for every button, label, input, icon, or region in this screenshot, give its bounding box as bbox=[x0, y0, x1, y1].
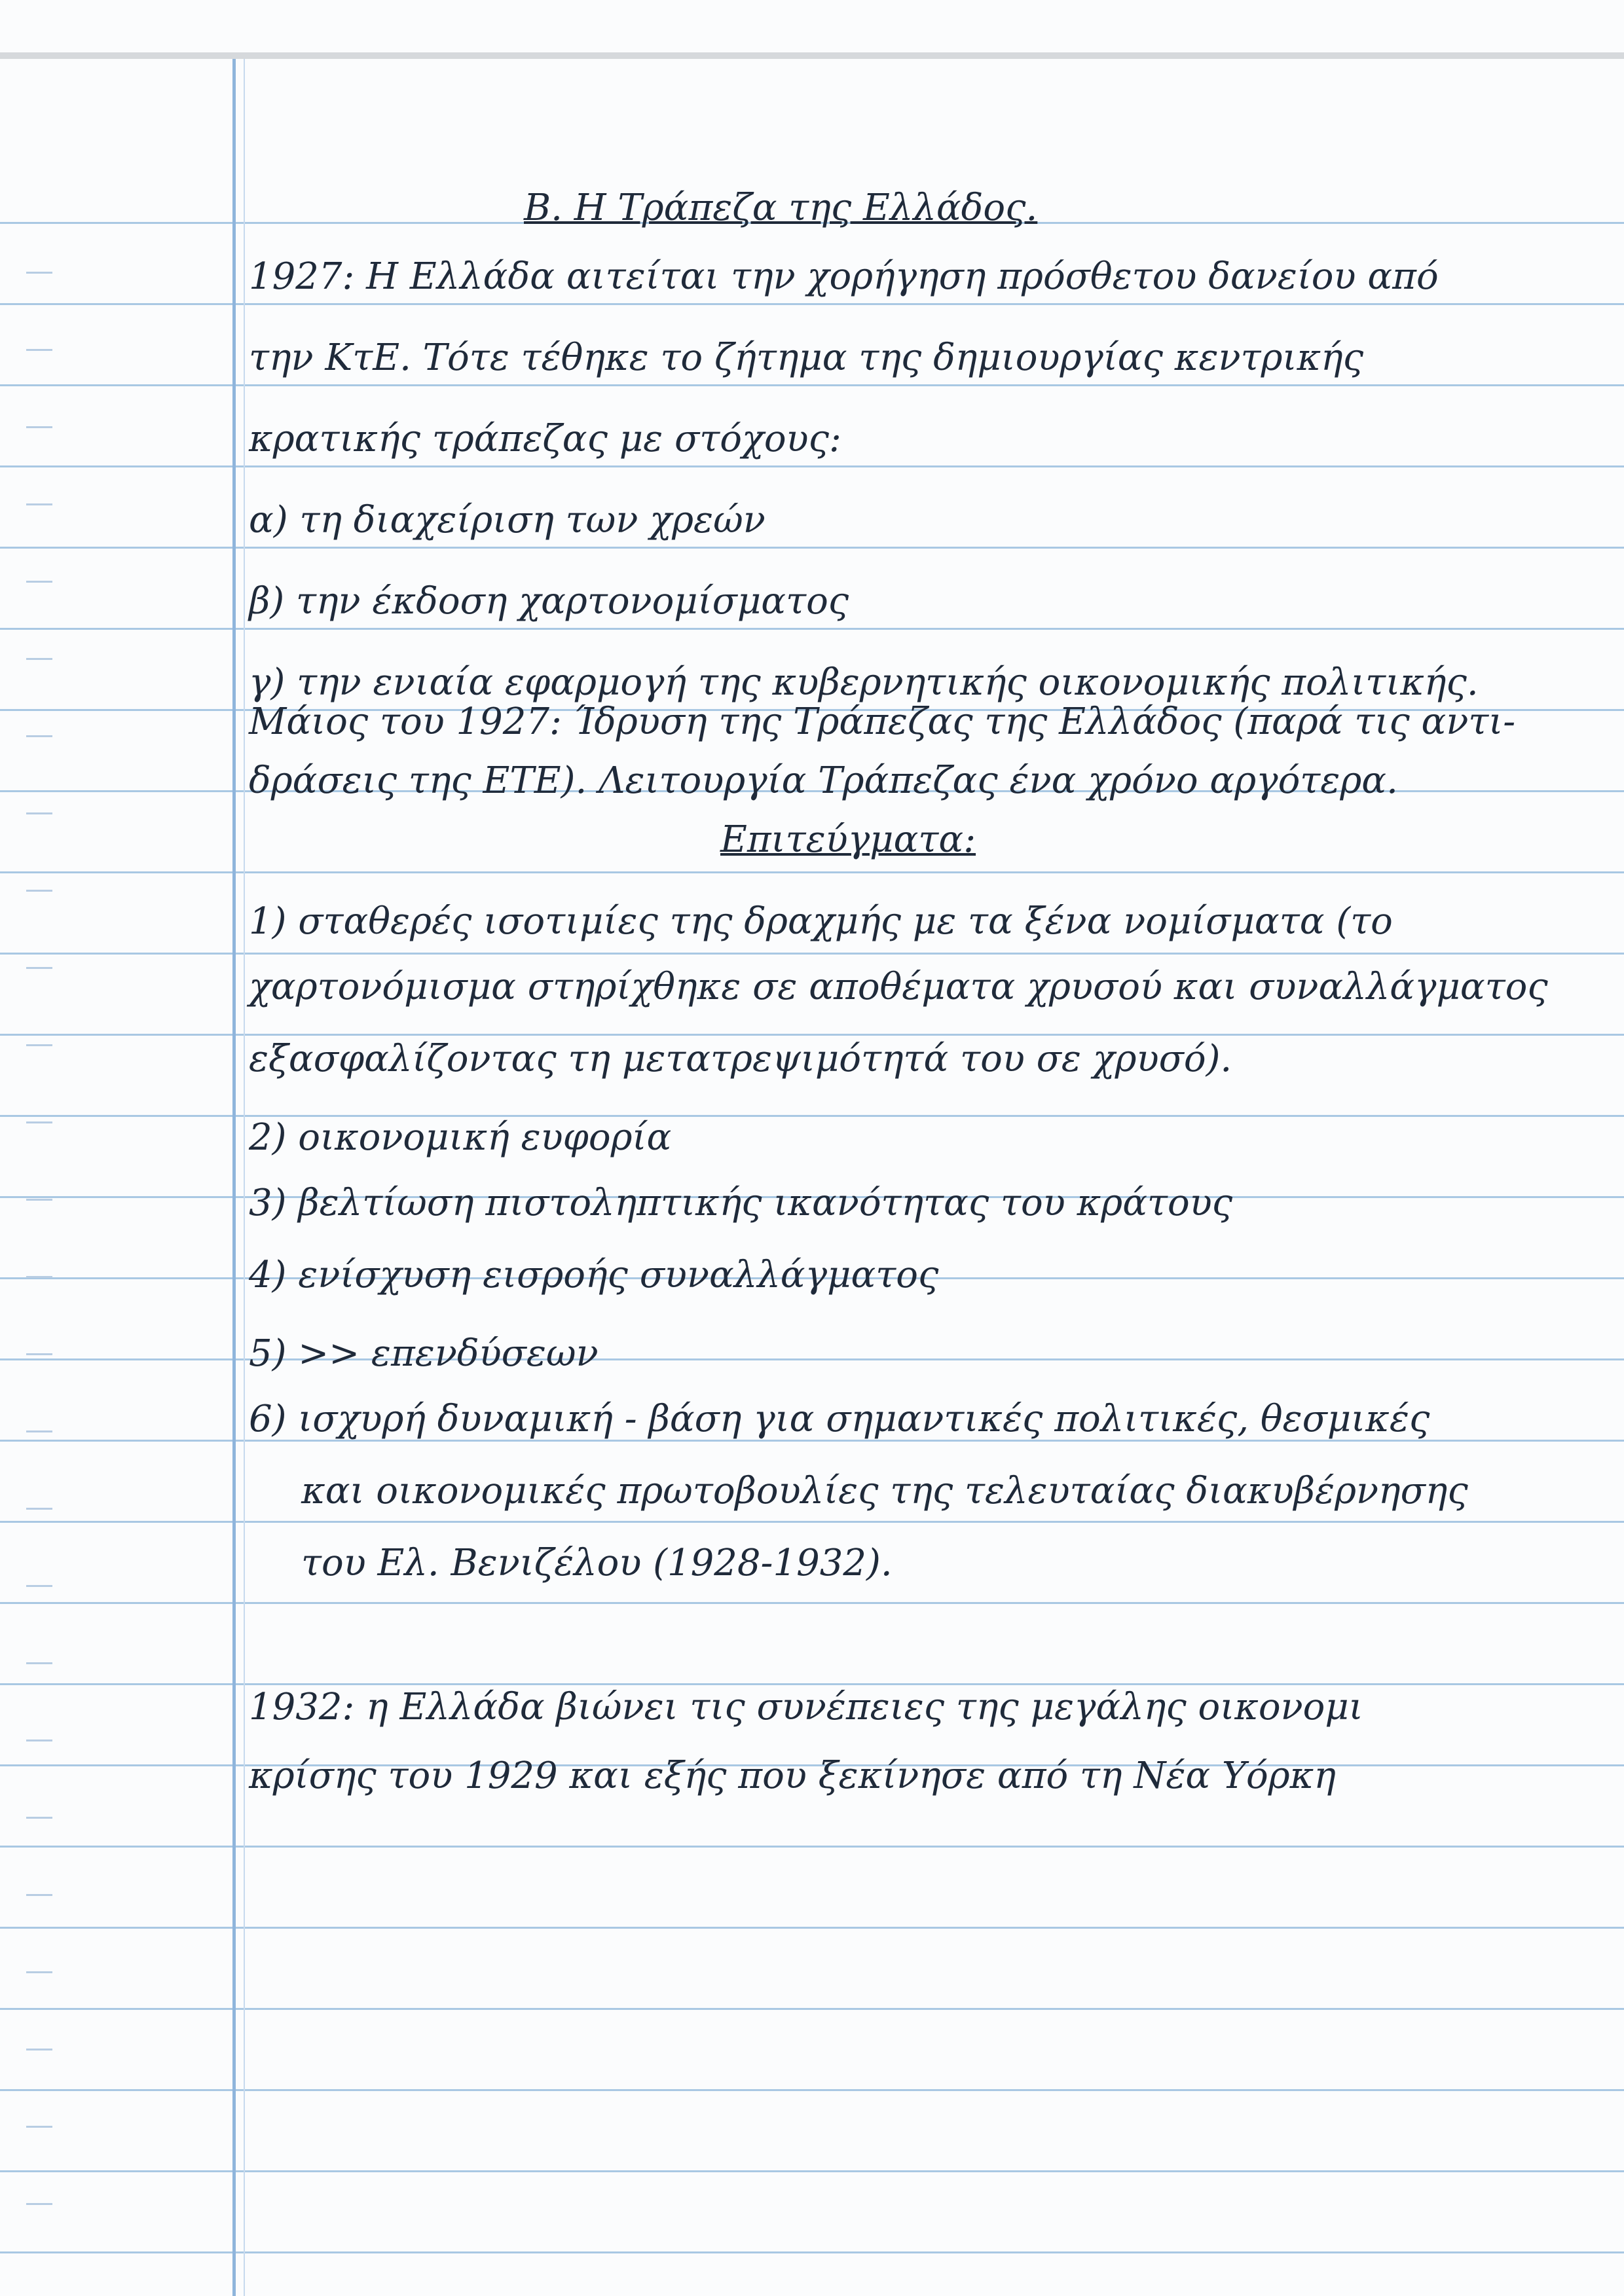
page-top-edge bbox=[0, 52, 1624, 59]
achievement-line: 2) οικονομική ευφορία bbox=[249, 1116, 672, 1159]
achievement-line: χαρτονόμισμα στηρίχθηκε σε αποθέματα χρυσού και συναλλάγματος bbox=[249, 966, 1548, 1008]
achievement-line: 3) βελτίωση πιστοληπτικής ικανότητας του κράτους bbox=[249, 1182, 1233, 1224]
achievement-line: 1) σταθερές ισοτιμίες της δραχμής με τα ξένα νομίσματα (το bbox=[249, 900, 1393, 943]
paragraph2-line: κρίσης του 1929 και εξής που ξεκίνησε από τη Νέα Υόρκη bbox=[249, 1755, 1336, 1797]
paragraph1-line: Μάιος του 1927: Ίδρυση της Τράπεζας της Ελλάδος (παρά τις αντι- bbox=[249, 701, 1516, 743]
hole-punch-ticks bbox=[26, 196, 52, 2226]
paragraph1-line: 1927: Η Ελλάδα αιτείται την χορήγηση πρόσθετου δανείου από bbox=[249, 255, 1439, 298]
achievements-heading: Επιτεύγματα: bbox=[720, 818, 976, 861]
page-title: B. Η Τράπεζα της Ελλάδος. bbox=[524, 187, 1038, 229]
achievement-line: 4) ενίσχυση εισροής συναλλάγματος bbox=[249, 1254, 939, 1296]
margin-line bbox=[232, 59, 236, 2296]
paragraph1-line: την ΚτΕ. Τότε τέθηκε το ζήτημα της δημιουργίας κεντρικής bbox=[249, 337, 1364, 379]
achievement-line: 5) >> επενδύσεων bbox=[249, 1332, 599, 1375]
paragraph1-line: α) τη διαχείριση των χρεών bbox=[249, 499, 766, 541]
paragraph1-line: β) την έκδοση χαρτονομίσματος bbox=[249, 580, 849, 623]
paragraph1-line: δράσεις της ΕΤΕ). Λειτουργία Τράπεζας ένα χρόνο αργότερα. bbox=[249, 759, 1398, 802]
paragraph1-line: γ) την ενιαία εφαρμογή της κυβερνητικής οικονομικής πολιτικής. bbox=[249, 661, 1479, 704]
margin-line-secondary bbox=[244, 59, 245, 2296]
achievement-line: 6) ισχυρή δυναμική - βάση για σημαντικές πολιτικές, θεσμικές bbox=[249, 1398, 1430, 1440]
achievement-line: του Ελ. Βενιζέλου (1928-1932). bbox=[301, 1542, 893, 1584]
achievement-line: εξασφαλίζοντας τη μετατρεψιμότητά του σε χρυσό). bbox=[249, 1038, 1232, 1080]
paragraph1-line: κρατικής τράπεζας με στόχους: bbox=[249, 418, 841, 460]
achievement-line: και οικονομικές πρωτοβουλίες της τελευταίας διακυβέρνησης bbox=[301, 1470, 1468, 1512]
paragraph2-line: 1932: η Ελλάδα βιώνει τις συνέπειες της μεγάλης οικονομι bbox=[249, 1686, 1363, 1728]
